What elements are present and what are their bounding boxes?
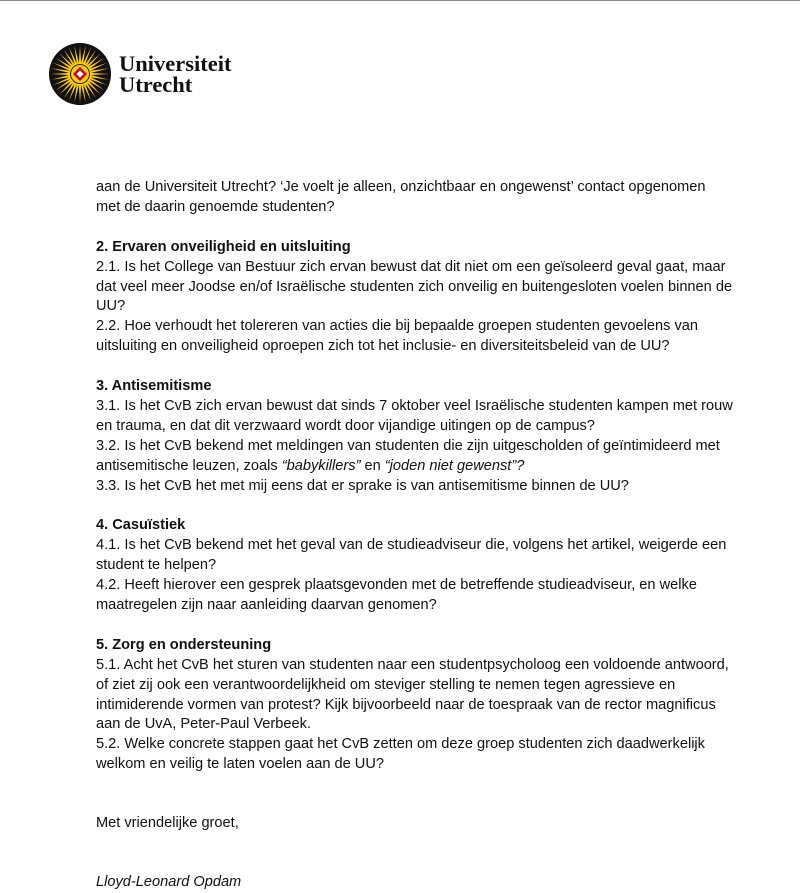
section-line: welkom en veilig te laten voelen aan de UU? <box>96 756 384 773</box>
section-line: en trauma, en dat dit verzwaard wordt door vijandige uitingen op de campus? <box>96 417 595 434</box>
logo-wordmark-line1: Universiteit <box>119 51 232 76</box>
section-line: uitsluiting en onveiligheid oproepen zich tot het inclusie- en diversiteitsbeleid van de UU? <box>96 338 670 355</box>
intro-line: met de daarin genoemde studenten? <box>96 198 335 215</box>
university-logo <box>48 42 231 106</box>
intro-line: aan de Universiteit Utrecht? ‘Je voelt je alleen, onzichtbaar en ongewenst’ contact opgenomen <box>96 179 706 195</box>
section-line: student te helpen? <box>96 557 217 574</box>
logo-wordmark-line2: Utrecht <box>119 72 193 97</box>
quoted-slogan: “joden niet gewenst”? <box>384 457 525 474</box>
section-line: 4.1. Is het CvB bekend met het geval van de studieadviseur die, volgens het artikel, weigerde een <box>96 537 727 554</box>
line-text: en <box>360 457 385 474</box>
section-line: of ziet zij ook een verantwoordelijkheid om steviger stelling te nemen tegen agressieve en <box>96 676 676 693</box>
signature: Lloyd-Leonard Opdam <box>96 874 242 891</box>
section-line: intimiderende vormen van protest? Kijk bijvoorbeeld naar de toespraak van de rector magnificus <box>96 696 716 713</box>
section-line: aan de UvA, Peter-Paul Verbeek. <box>96 716 311 733</box>
section-line: 5.1. Acht het CvB het sturen van studenten naar een studentpsycholoog een voldoende antwoord, <box>96 656 729 673</box>
section-heading: 4. Casuïstiek <box>96 517 186 534</box>
quoted-slogan: “babykillers” <box>281 457 361 474</box>
section-line: dat veel meer Joodse en/of Israëlische studenten zich onveilig en buitengesloten voelen binnen de <box>96 278 733 295</box>
sun-seal-icon <box>48 42 112 106</box>
section-line: 5.2. Welke concrete stappen gaat het CvB zetten om deze groep studenten zich daadwerkelijk <box>96 736 705 753</box>
section-heading: 2. Ervaren onveiligheid en uitsluiting <box>96 238 351 255</box>
section-line: 4.2. Heeft hierover een gesprek plaatsgevonden met de betreffende studieadviseur, en welke <box>96 577 697 594</box>
section-line: 2.1. Is het College van Bestuur zich ervan bewust dat dit niet om een geïsoleerd geval gaat, maar <box>96 258 726 275</box>
page-top-border <box>0 0 800 1</box>
section-line: 2.2. Hoe verhoudt het tolereren van acties die bij bepaalde groepen studenten gevoelens van <box>96 318 699 335</box>
line-text: antisemitische leuzen, zoals <box>96 457 282 474</box>
section-heading: 3. Antisemitisme <box>96 378 212 395</box>
section-line: UU? <box>96 298 126 315</box>
letter-body <box>96 178 776 893</box>
section-line: 3.1. Is het CvB zich ervan bewust dat sinds 7 oktober veel Israëlische studenten kampen met rouw <box>96 397 733 414</box>
section-line: 3.3. Is het CvB het met mij eens dat er sprake is van antisemitisme binnen de UU? <box>96 477 629 494</box>
section-line: maatregelen zijn naar aanleiding daarvan genomen? <box>96 596 437 613</box>
closing-greeting: Met vriendelijke groet, <box>96 815 239 832</box>
section-line: 3.2. Is het CvB bekend met meldingen van studenten die zijn uitgescholden of geïntimideerd met <box>96 437 720 454</box>
section-line <box>96 457 776 477</box>
section-heading: 5. Zorg en ondersteuning <box>96 636 272 653</box>
